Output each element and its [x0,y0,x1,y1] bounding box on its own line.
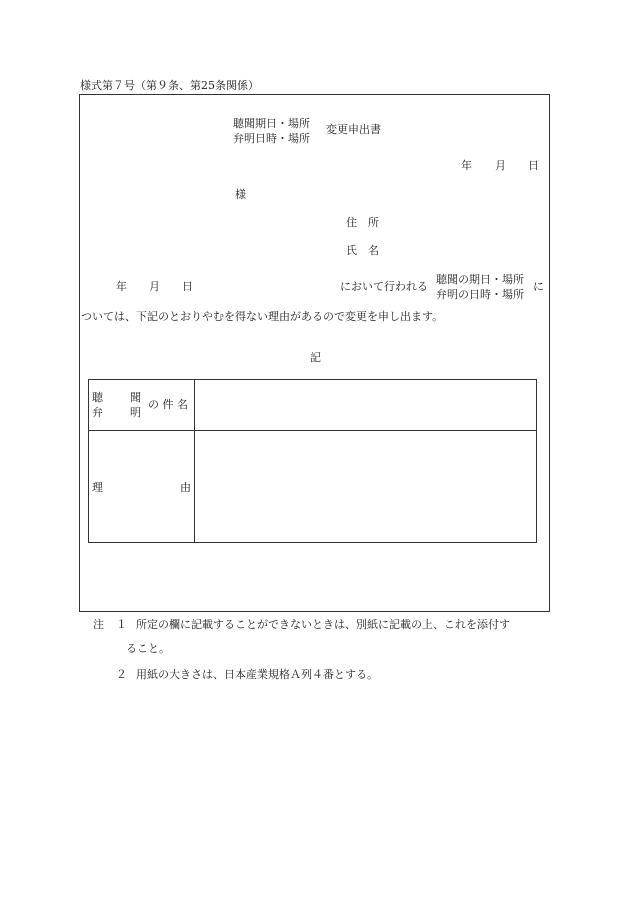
statement-year-label: 年 [116,280,127,293]
addressee-honorific: 様 [235,188,246,201]
statement-day-label: 日 [182,280,193,293]
statement-options [436,272,524,302]
note-label: 注 [93,618,104,631]
submission-date [0,160,630,172]
title-option-explanation: 弁明日時・場所 [233,132,310,145]
details-table [88,379,537,543]
note-2-text: 用紙の大きさは、日本産業規格Ａ列４番とする。 [136,668,378,681]
statement-month-label: 月 [149,280,160,293]
title-option-hearing: 聴聞期日・場所 [233,117,310,130]
row1-label-top-right: 聞 [130,391,141,404]
row1-label-top-left: 聴 [92,391,103,404]
case-title-field[interactable] [195,380,536,430]
applicant-address-label: 住 所 [346,216,379,229]
row1-label-suffix: の 件 名 [148,398,188,411]
date-year-label: 年 [461,159,472,172]
row2-label-right: 由 [180,481,191,494]
statement-tail: に [533,280,544,293]
note-1-line-1: 所定の欄に記載することができないときは、別紙に記載の上、これを添付す [136,618,510,631]
statement-option-hearing: 聴聞の期日・場所 [436,273,524,286]
form-number-header: 様式第７号（第９条、第25条関係） [80,79,259,92]
statement-line-2: ついては、下記のとおりやむを得ない理由があるので変更を申し出ます。 [81,310,444,323]
title-options [233,116,310,146]
row1-label-bottom-right: 明 [130,406,141,419]
statement-option-explanation: 弁明の日時・場所 [436,288,524,301]
note-1-number: １ [116,618,127,631]
date-day-label: 日 [528,159,539,172]
ki-heading: 記 [310,351,321,364]
row2-label-left: 理 [92,481,103,494]
note-1-line-2: ること。 [126,642,170,655]
note-2-number: ２ [116,668,127,681]
title-suffix: 変更申出書 [326,123,381,136]
date-month-label: 月 [495,159,506,172]
statement-middle-text: において行われる [340,280,428,293]
row1-label-bottom-left: 弁 [92,406,103,419]
applicant-name-label: 氏 名 [346,244,379,257]
reason-field[interactable] [195,431,536,542]
